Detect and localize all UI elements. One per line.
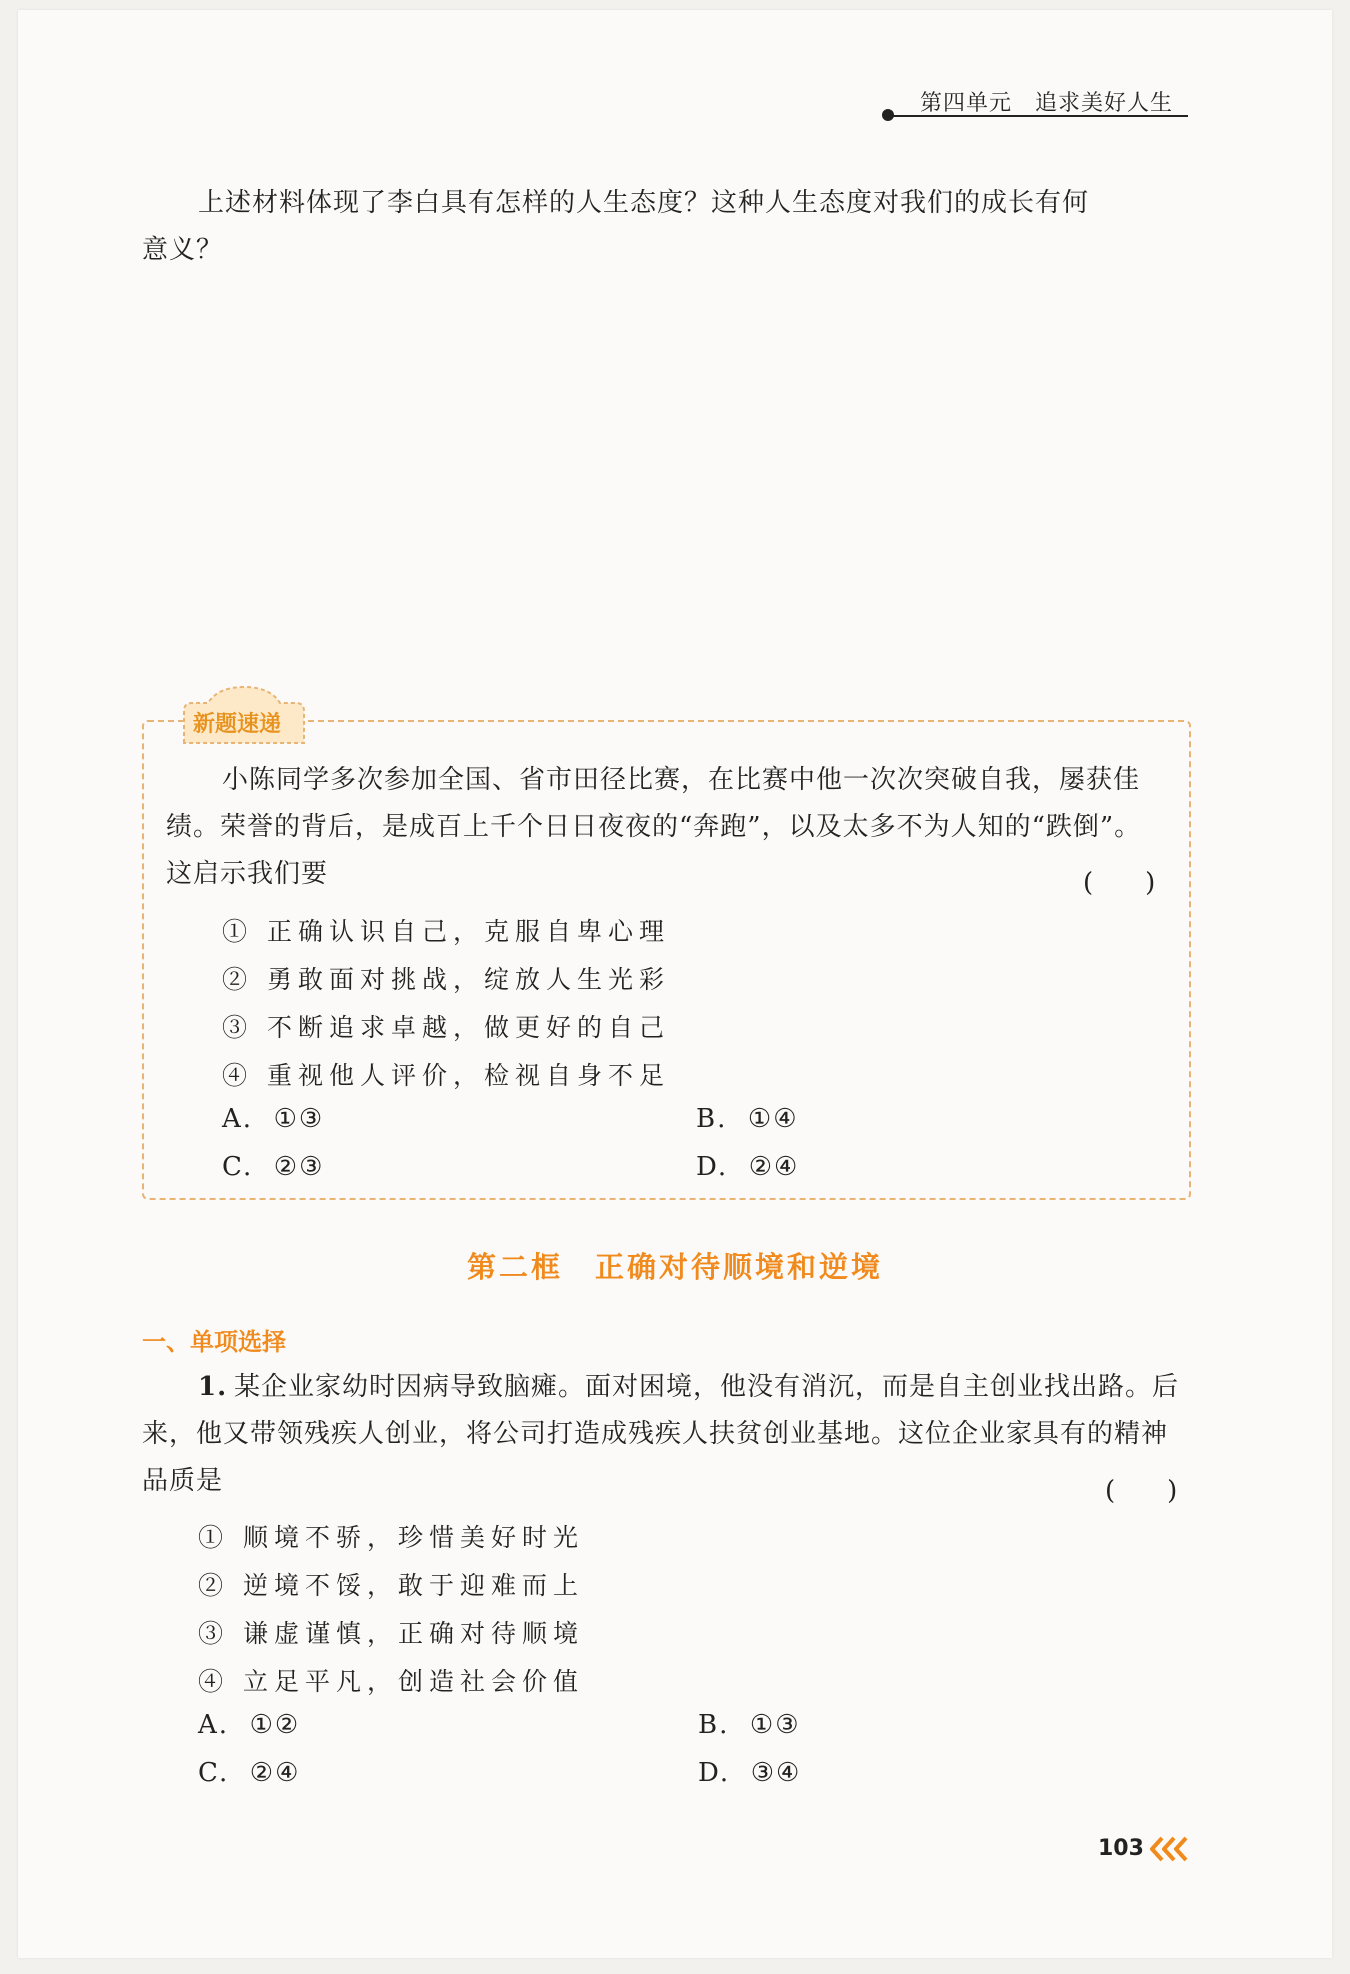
intro-question-line2: 意义？: [142, 235, 224, 265]
box-option-2: ② 勇敢面对挑战，绽放人生光彩: [222, 965, 670, 994]
box-choice-d: D. ②④: [696, 1152, 800, 1182]
box-stem-line2: 绩。荣誉的背后，是成百上千个日日夜夜的“奔跑”，以及太多不为人知的“跌倒”。: [166, 812, 1142, 842]
question1-line3: 品质是: [142, 1466, 224, 1496]
question1-option-4: ④ 立足平凡，创造社会价值: [198, 1667, 584, 1696]
question1-choice-d: D. ③④: [698, 1758, 802, 1788]
question1-option-1: ① 顺境不骄，珍惜美好时光: [198, 1523, 584, 1552]
box-option-1: ① 正确认识自己，克服自卑心理: [222, 917, 670, 946]
box-option-4: ④ 重视他人评价，检视自身不足: [222, 1061, 670, 1090]
triple-chevron-left-icon: [1148, 1836, 1190, 1862]
box-choice-b: B. ①④: [696, 1104, 799, 1134]
tab-label: 新题速递: [193, 712, 282, 737]
question1-answer-paren: ( ): [1105, 1476, 1178, 1506]
box-stem-line1: 小陈同学多次参加全国、省市田径比赛，在比赛中他一次次突破自我，屡获佳: [222, 765, 1141, 795]
question1-choice-a: A. ①②: [198, 1710, 301, 1740]
question1-line2: 来，他又带领残疾人创业，将公司打造成残疾人扶贫创业基地。这位企业家具有的精神: [142, 1419, 1169, 1449]
question1-option-3: ③ 谦虚谨慎，正确对待顺境: [198, 1619, 584, 1648]
intro-question-line1: 上述材料体现了李白具有怎样的人生态度？这种人生态度对我们的成长有何: [198, 188, 1090, 218]
box-choice-a: A. ①③: [222, 1104, 325, 1134]
section-title: 第二框 正确对待顺境和逆境: [466, 1250, 883, 1284]
question1-choice-b: B. ①③: [698, 1710, 801, 1740]
page-number: 103: [1098, 1836, 1144, 1861]
question1-option-2: ② 逆境不馁，敢于迎难而上: [198, 1571, 584, 1600]
box-choice-c: C. ②③: [222, 1152, 325, 1182]
box-answer-paren: ( ): [1083, 868, 1156, 898]
question1-number: 1.: [198, 1372, 228, 1402]
question1-choice-c: C. ②④: [198, 1758, 301, 1788]
subsection-title: 一、单项选择: [142, 1328, 286, 1356]
question1-line1: 某企业家幼时因病导致脑瘫。面对困境，他没有消沉，而是自主创业找出路。后: [234, 1372, 1180, 1402]
box-option-3: ③ 不断追求卓越，做更好的自己: [222, 1013, 670, 1042]
unit-title: 第四单元 追求美好人生: [920, 91, 1174, 116]
box-stem-line3: 这启示我们要: [166, 859, 329, 889]
